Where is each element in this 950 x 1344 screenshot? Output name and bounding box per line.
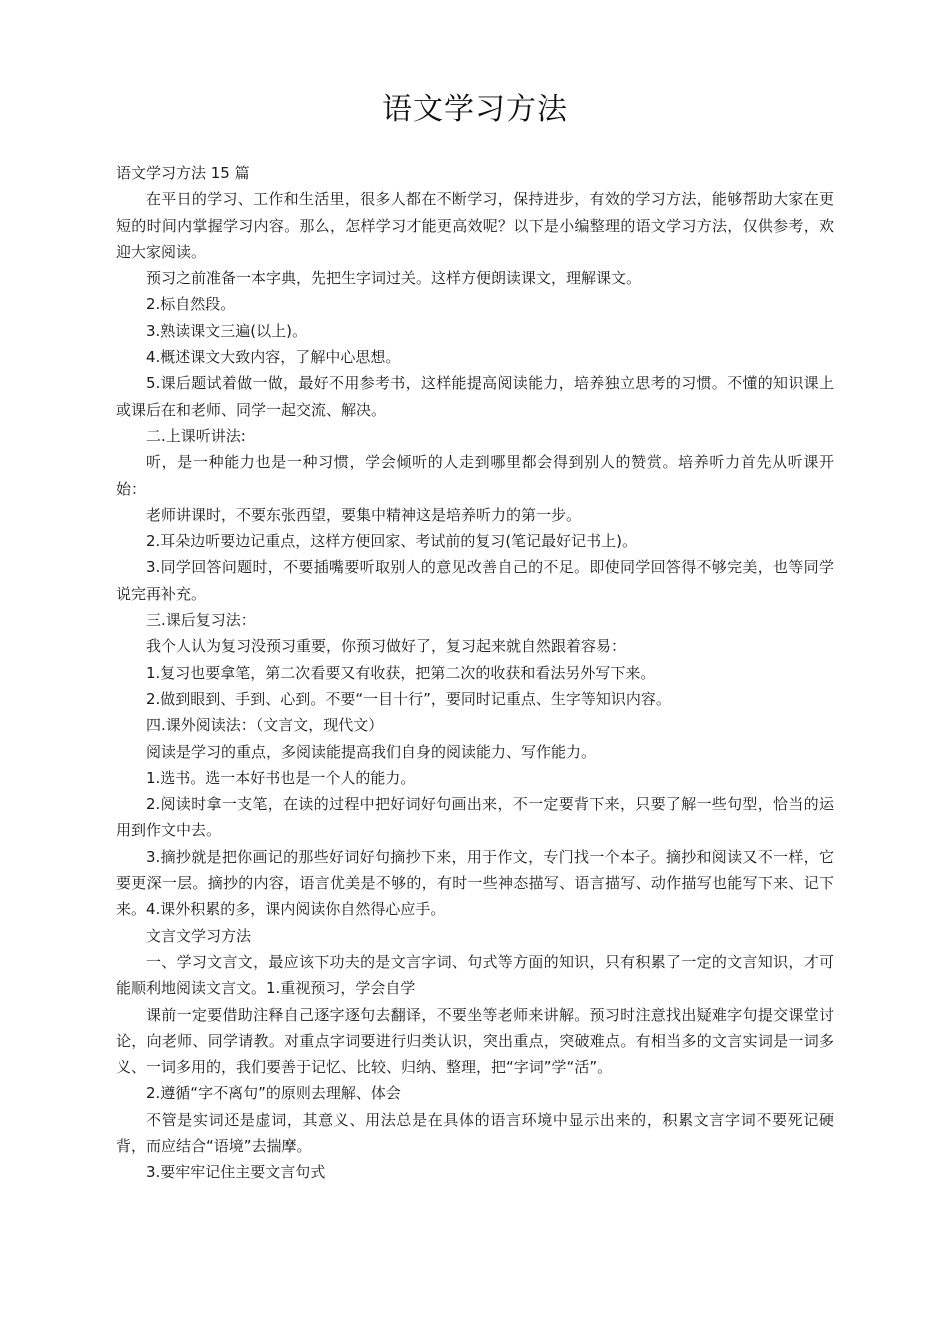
reading-step-1: 1.选书。选一本好书也是一个人的能力。 [146,768,416,787]
reading-step-2: 2.阅读时拿一支笔，在读的过程中把好词好句画出来，不一定要背下来，只要了解一些句型，恰当的运用到作文中去。 [116,795,834,840]
document-title: 语文学习方法 [382,92,568,127]
section-heading-review: 三.课后复习法： [146,611,256,630]
review-step-2: 2.做到眼到、手到、心到。不要“一目十行”，要同时记重点、生字等知识内容。 [146,689,671,708]
document-subtitle: 语文学习方法 15 篇 [116,164,250,182]
classical-point-2: 2.遵循“字不离句”的原则去理解、体会 [146,1084,401,1103]
listening-step-1: 老师讲课时，不要东张西望，要集中精神这是培养听力的第一步。 [146,505,582,524]
classical-preview-detail: 课前一定要借助注释自己逐字逐句去翻译，不要坐等老师来讲解。预习时注意找出疑难字句提交课堂讨论，向老师、同学请教。对重点字词要进行归类认识，突出重点，突破难点。有相当多的文言实词是一词多义、一词多用的，我们要善于记忆、比较、归纳、整理，把“字词”学“活”。 [116,1005,834,1077]
listening-step-3: 3.同学回答问题时，不要插嘴要听取别人的意见改善自己的不足。即使同学回答得不够完美，也等同学说完再补充。 [116,558,834,603]
listening-intro: 听，是一种能力也是一种习惯，学会倾听的人走到哪里都会得到别人的赞赏。培养听力首先从听课开始： [116,453,834,498]
document-body [116,160,834,1186]
intro-paragraph: 在平日的学习、工作和生活里，很多人都在不断学习，保持进步，有效的学习方法，能够帮助大家在更短的时间内掌握学习内容。那么，怎样学习才能更高效呢？以下是小编整理的语文学习方法，仅供参考，欢迎大家阅读。 [116,190,834,261]
preview-step-2: 2.标自然段。 [146,295,236,314]
classical-point-3: 3.要牢牢记住主要文言句式 [146,1163,326,1182]
section-heading-classical: 文言文学习方法 [146,926,252,945]
classical-point-2-detail: 不管是实词还是虚词，其意义、用法总是在具体的语言环境中显示出来的，积累文言字词不要死记硬背，而应结合“语境”去揣摩。 [116,1110,834,1155]
preview-step-5: 5.课后题试着做一做，最好不用参考书，这样能提高阅读能力，培养独立思考的习惯。不懂的知识课上或课后在和老师、同学一起交流、解决。 [116,374,834,419]
preview-step-4: 4.概述课文大致内容，了解中心思想。 [146,348,401,367]
classical-point-1: 一、学习文言文，最应该下功夫的是文言字词、句式等方面的知识，只有积累了一定的文言知识，才可能顺利地阅读文言文。1.重视预习，学会自学 [116,952,834,998]
section-heading-listening: 二.上课听讲法: [146,426,246,445]
preview-step-1: 预习之前准备一本字典，先把生字词过关。这样方便朗读课文，理解课文。 [146,269,642,288]
reading-step-3: 3.摘抄就是把你画记的那些好词好句摘抄下来，用于作文，专门找一个本子。摘抄和阅读又不一样，它要更深一层。摘抄的内容，语言优美是不够的，有时一些神态描写、语言描写、动作描写也能写下来、记下来。4.课外积累的多，课内阅读你自然得心应手。 [116,847,834,919]
listening-step-2: 2.耳朵边听要边记重点，这样方便回家、考试前的复习(笔记最好记书上)。 [146,532,638,551]
section-heading-reading: 四.课外阅读法：（文言文，现代文） [146,716,384,735]
reading-intro: 阅读是学习的重点，多阅读能提高我们自身的阅读能力、写作能力。 [146,742,597,761]
review-step-1: 1.复习也要拿笔，第二次看要又有收获，把第二次的收获和看法另外写下来。 [146,663,656,682]
review-intro: 我个人认为复习没预习重要，你预习做好了，复习起来就自然跟着容易： [146,637,627,656]
preview-step-3: 3.熟读课文三遍(以上)。 [146,321,308,340]
